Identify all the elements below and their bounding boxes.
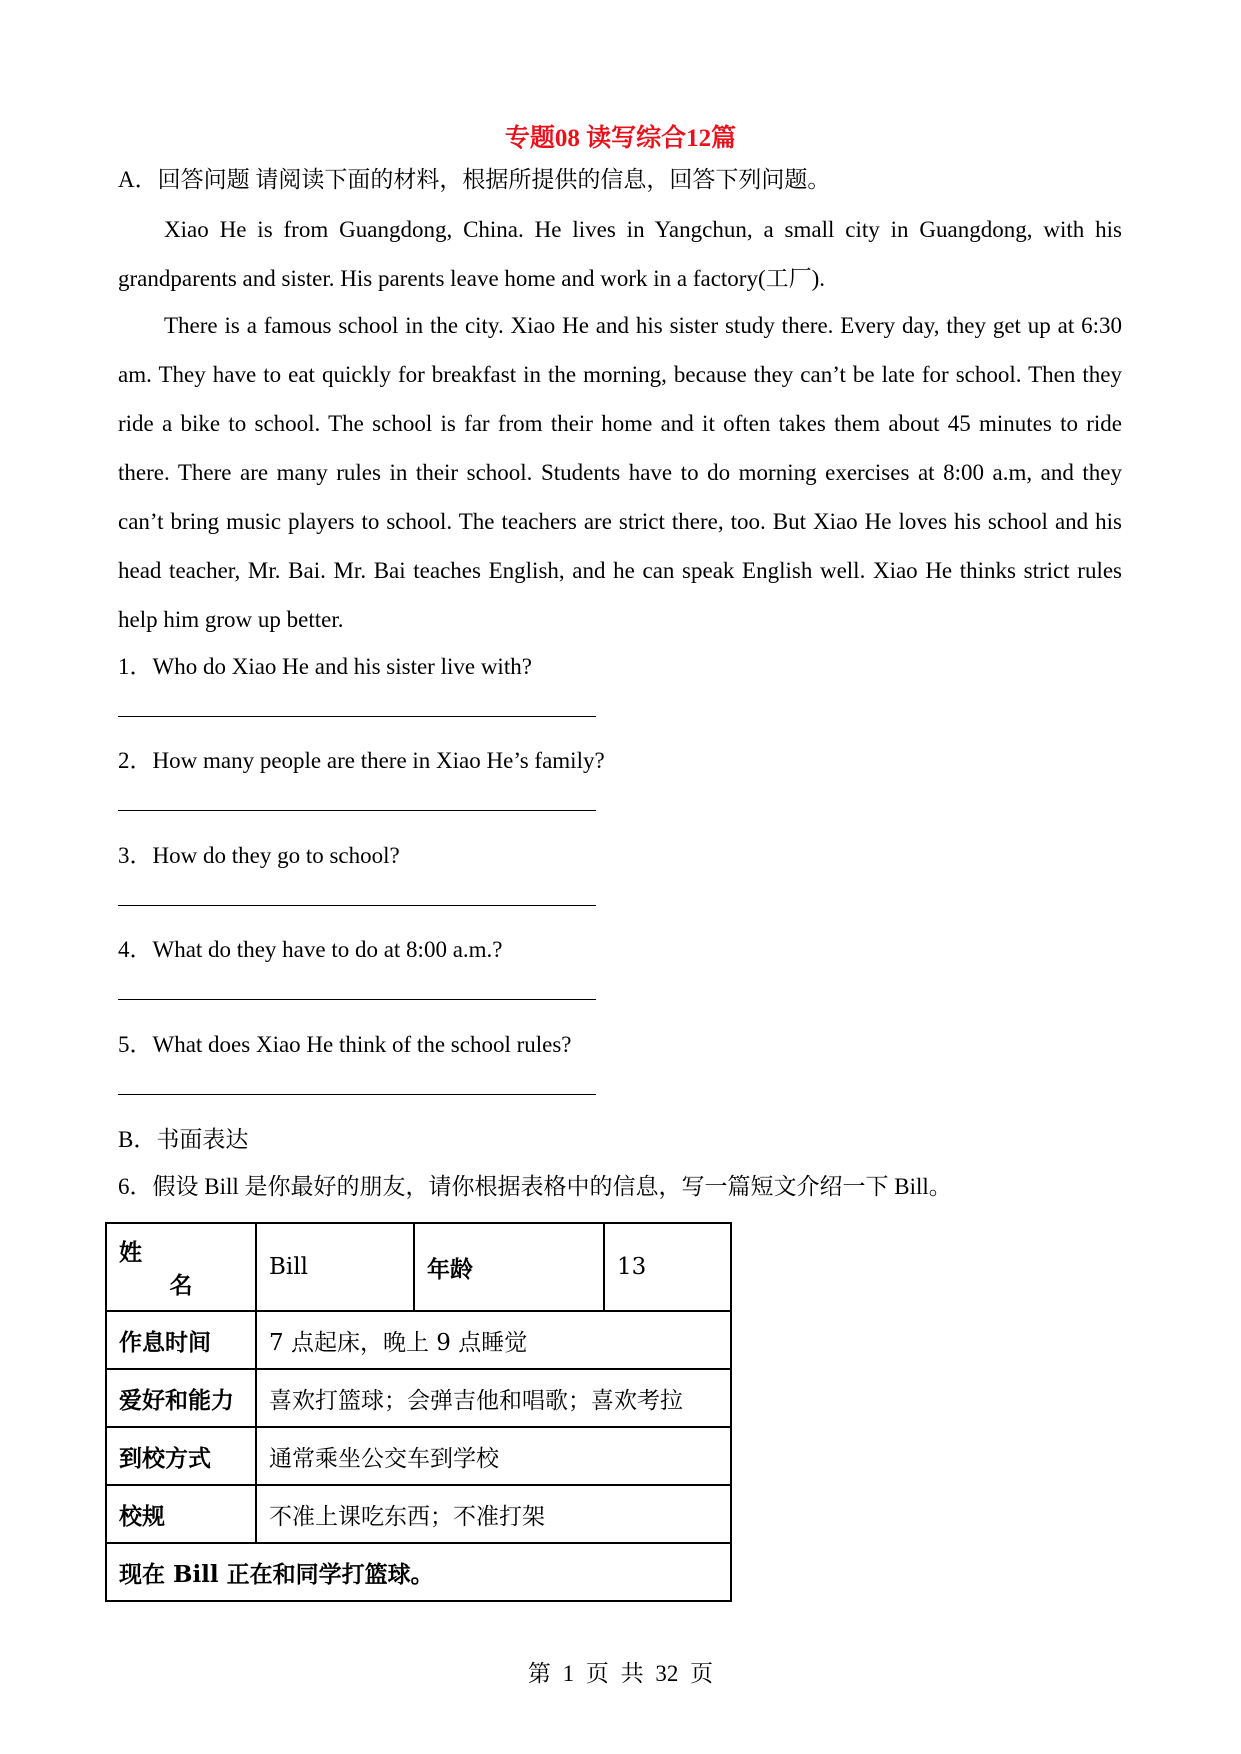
name-label-cell <box>106 1223 256 1311</box>
page-title: 专题08 读写综合12篇 <box>504 125 737 152</box>
writing-prompt: 6．假设 Bill 是你最好的朋友，请你根据表格中的信息，写一篇短文介绍一下 Bill。 <box>118 1174 952 1199</box>
current-activity: 现在 Bill 正在和同学打篮球。 <box>106 1543 731 1601</box>
answer-blank-4[interactable] <box>118 999 596 1000</box>
table-row <box>106 1485 731 1543</box>
table-row <box>106 1311 731 1369</box>
schedule-value: 7 点起床，晚上 9 点睡觉 <box>256 1311 731 1369</box>
transport-label: 到校方式 <box>106 1427 256 1485</box>
question-5: 5．What does Xiao He think of the school rules? <box>118 1032 572 1057</box>
info-table <box>105 1222 732 1602</box>
answer-blank-1[interactable] <box>118 716 596 717</box>
question-1: 1．Who do Xiao He and his sister live with? <box>118 654 532 679</box>
schedule-label: 作息时间 <box>106 1311 256 1369</box>
passage-paragraph-1: Xiao He is from Guangdong, China. He lives in Yangchun, a small city in Guangdong, with his grandparents and sister. His parents leave home and work in a factory(工厂). <box>118 217 1122 291</box>
table-row <box>106 1543 731 1601</box>
age-value: 13 <box>604 1223 731 1311</box>
hobbies-value: 喜欢打篮球；会弹吉他和唱歌；喜欢考拉 <box>256 1369 731 1427</box>
rules-label: 校规 <box>106 1485 256 1543</box>
question-2: 2．How many people are there in Xiao He’s family? <box>118 748 605 773</box>
table-row <box>106 1369 731 1427</box>
passage-paragraph-2: There is a famous school in the city. Xiao He and his sister study there. Every day, they get up at 6:30 am. They have to eat quickly for breakfast in the morning, because they can’t be late for school. Then they ride a bike to school. The school is far from their home and it often takes them about 45 minutes to ride there. There are many rules in their school. Students have to do morning exercises at 8:00 a.m, and they can’t bring music players to school. The teachers are strict there, too. But Xiao He loves his school and his head teacher, Mr. Bai. Mr. Bai teaches English, and he can speak English well. Xiao He thinks strict rules help him grow up better. <box>118 313 1122 632</box>
section-a-heading: A．回答问题 请阅读下面的材料，根据所提供的信息，回答下列问题。 <box>118 167 831 192</box>
section-b-heading: B．书面表达 <box>118 1127 249 1152</box>
question-4: 4．What do they have to do at 8:00 a.m.? <box>118 937 503 962</box>
question-3: 3．How do they go to school? <box>118 843 400 868</box>
transport-value: 通常乘坐公交车到学校 <box>256 1427 731 1485</box>
name-value: Bill <box>256 1223 414 1311</box>
table-row <box>106 1223 731 1311</box>
hobbies-label: 爱好和能力 <box>106 1369 256 1427</box>
age-label: 年龄 <box>414 1223 604 1311</box>
name-label-2: 名 <box>169 1272 193 1299</box>
name-label-1: 姓 <box>119 1239 142 1266</box>
rules-value: 不准上课吃东西；不准打架 <box>256 1485 731 1543</box>
answer-blank-5[interactable] <box>118 1094 596 1095</box>
answer-blank-3[interactable] <box>118 905 596 906</box>
answer-blank-2[interactable] <box>118 810 596 811</box>
page-footer: 第 1 页 共 32 页 <box>527 1661 714 1686</box>
table-row <box>106 1427 731 1485</box>
